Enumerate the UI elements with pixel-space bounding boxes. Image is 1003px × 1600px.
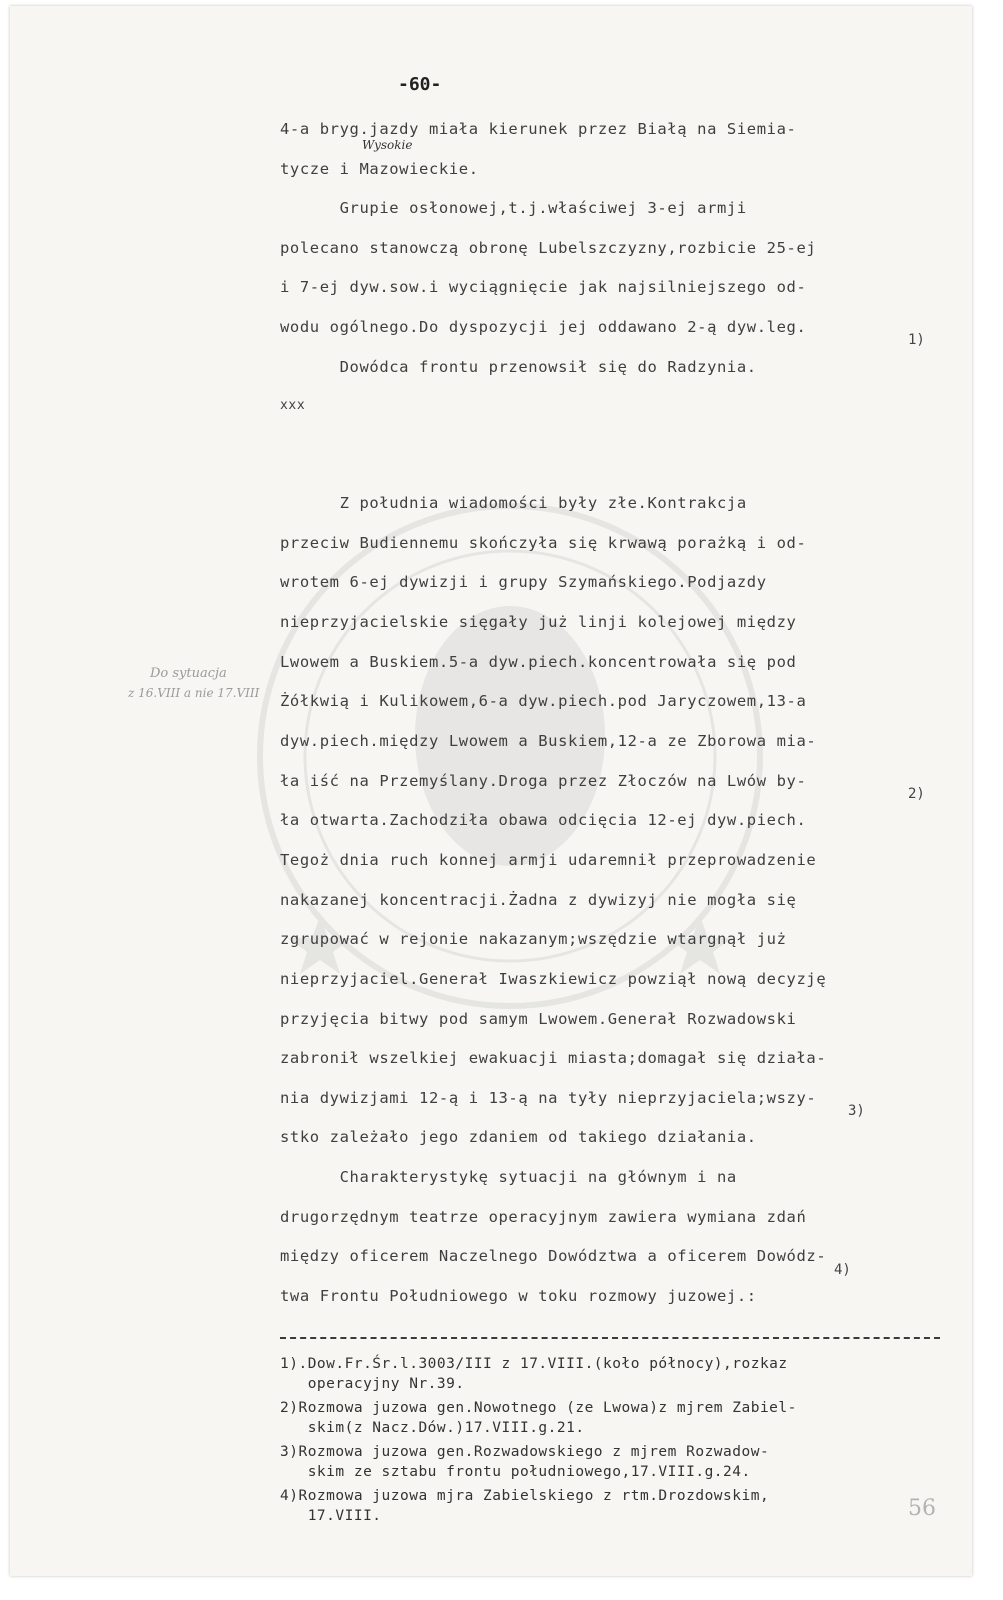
text-line: drugorzędnym teatrze operacyjnym zawiera wymiana zdań (280, 1208, 807, 1226)
text-line: twa Frontu Południowego w toku rozmowy juzowej.: (280, 1287, 757, 1305)
footnote-line: operacyjny Nr.39. (280, 1376, 465, 1392)
footnote-line: 3)Rozmowa juzowa gen.Rozwadowskiego z mjrem Rozwadow- (280, 1444, 770, 1460)
text-line: Charakterystykę sytuacji na głównym i na (280, 1168, 737, 1186)
footnote-marker: 4) (834, 1262, 851, 1278)
margin-note: z 16.VIII a nie 17.VIII (128, 686, 260, 700)
footnote-line: skim ze sztabu frontu południowego,17.VIII.g.24. (280, 1464, 751, 1480)
text-line: nieprzyjaciel.Generał Iwaszkiewicz powziął nową decyzję (280, 970, 827, 988)
text-line: zgrupować w rejonie nakazanym;wszędzie wtargnął już (280, 930, 787, 948)
footnote-line: 1).Dow.Fr.Śr.l.3003/III z 17.VIII.(koło północy),rozkaz (280, 1356, 788, 1372)
footnote-line: 2)Rozmowa juzowa gen.Nowotnego (ze Lwowa)z mjrem Zabiel- (280, 1400, 797, 1416)
footnote-line: 4)Rozmowa juzowa mjra Zabielskiego z rtm.Drozdowskim, (280, 1488, 770, 1504)
text-line: przeciw Budiennemu skończyła się krwawą porażką i od- (280, 534, 807, 552)
footnote-line: skim(z Nacz.Dów.)17.VIII.g.21. (280, 1420, 585, 1436)
handwritten-insert: Wysokie (362, 138, 413, 152)
pencil-page-number: 56 (908, 1496, 936, 1521)
text-line: ła iść na Przemyślany.Droga przez Złoczów na Lwów by- (280, 772, 807, 790)
text-line: przyjęcia bitwy pod samym Lwowem.Generał Rozwadowski (280, 1010, 797, 1028)
text-line: nia dywizjami 12-ą i 13-ą na tyły nieprzyjaciela;wszy- (280, 1089, 817, 1107)
text-line: Z południa wiadomości były złe.Kontrakcja (280, 494, 747, 512)
text-line: wodu ogólnego.Do dyspozycji jej oddawano 2-ą dyw.leg. (280, 318, 807, 336)
text-line: wrotem 6-ej dywizji i grupy Szymańskiego.Podjazdy (280, 573, 767, 591)
text-line: nakazanej koncentracji.Żadna z dywizyj nie mogła się (280, 891, 797, 909)
text-line: tycze i Mazowieckie. (280, 160, 479, 178)
footnote-divider (280, 1337, 940, 1339)
footnote-marker: 2) (908, 786, 925, 802)
text-line: 4-a bryg.jazdy miała kierunek przez Białą na Siemia- (280, 120, 797, 138)
text-line: polecano stanowczą obronę Lubelszczyzny,rozbicie 25-ej (280, 239, 817, 257)
footnote-marker: 1) (908, 332, 925, 348)
text-line: stko zależało jego zdaniem od takiego działania. (280, 1128, 757, 1146)
text-line: Grupie osłonowej,t.j.właściwej 3-ej armji (280, 199, 747, 217)
footnote-marker: 3) (848, 1103, 865, 1119)
text-line: nieprzyjacielskie sięgały już linji kolejowej między (280, 613, 797, 631)
page-number: -60- (398, 74, 442, 95)
text-line: Tegoż dnia ruch konnej armji udaremnił przeprowadzenie (280, 851, 817, 869)
margin-note: Do sytuacja (150, 666, 227, 681)
text-line: ła otwarta.Zachodziła obawa odcięcia 12-ej dyw.piech. (280, 811, 807, 829)
text-line: Lwowem a Buskiem.5-a dyw.piech.koncentrowała się pod (280, 653, 797, 671)
document-page (10, 6, 972, 1576)
text-line: dyw.piech.między Lwowem a Buskiem,12-a ze Zborowa mia- (280, 732, 817, 750)
stray-mark: xxx (280, 398, 306, 413)
text-line: Dowódca frontu przenowsił się do Radzynia. (280, 358, 757, 376)
footnote-line: 17.VIII. (280, 1508, 382, 1524)
text-line: i 7-ej dyw.sow.i wyciągnięcie jak najsilniejszego od- (280, 278, 807, 296)
text-line: zabronił wszelkiej ewakuacji miasta;domagał się działa- (280, 1049, 827, 1067)
text-line: między oficerem Naczelnego Dowództwa a oficerem Dowódz- (280, 1247, 827, 1265)
text-line: Żółkwią i Kulikowem,6-a dyw.piech.pod Jaryczowem,13-a (280, 692, 807, 710)
